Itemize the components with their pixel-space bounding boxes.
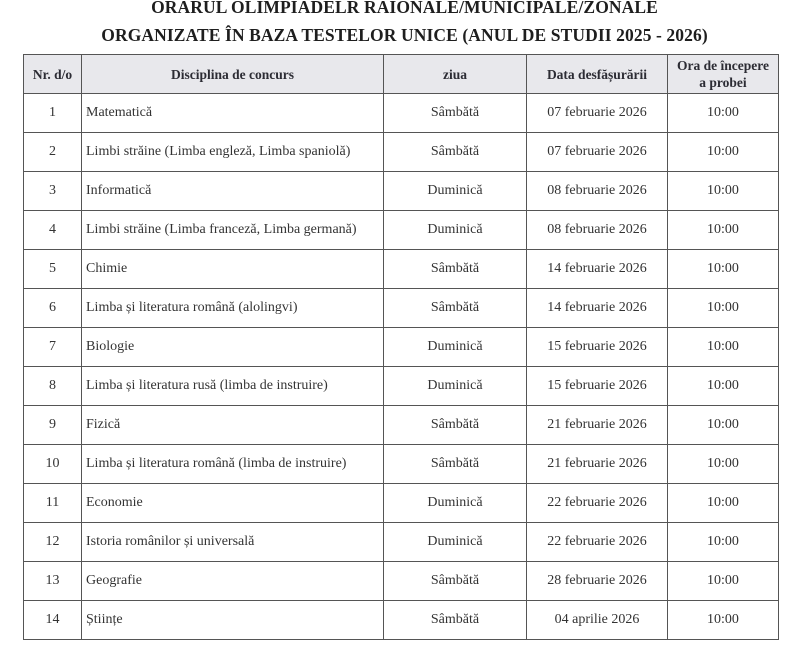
- table-row: [24, 133, 779, 172]
- row-data: 15 februarie 2026: [527, 367, 668, 406]
- table-row: [24, 172, 779, 211]
- row-nr: 1: [24, 94, 82, 133]
- document-title-line-1: ORARUL OLIMPIADELR RAIONALE/MUNICIPALE/ZONALE: [151, 0, 658, 17]
- row-ora: 10:00: [668, 367, 779, 406]
- table-row: [24, 328, 779, 367]
- row-data: 04 aprilie 2026: [527, 601, 668, 640]
- row-ziua: Sâmbătă: [384, 445, 527, 484]
- table-row: [24, 484, 779, 523]
- row-disciplina: Informatică: [82, 172, 384, 211]
- row-ziua: Duminică: [384, 328, 527, 367]
- row-data: 21 februarie 2026: [527, 406, 668, 445]
- header-ora-line-1: Ora de începere: [677, 58, 769, 73]
- row-nr: 7: [24, 328, 82, 367]
- row-nr: 13: [24, 562, 82, 601]
- row-ziua: Duminică: [384, 523, 527, 562]
- row-ora: 10:00: [668, 523, 779, 562]
- row-disciplina: Limba și literatura română (alolingvi): [82, 289, 384, 328]
- row-ora: 10:00: [668, 328, 779, 367]
- row-ora: 10:00: [668, 211, 779, 250]
- row-ziua: Sâmbătă: [384, 289, 527, 328]
- row-ziua: Sâmbătă: [384, 601, 527, 640]
- row-ora: 10:00: [668, 562, 779, 601]
- row-data: 22 februarie 2026: [527, 484, 668, 523]
- table-row: [24, 562, 779, 601]
- table-row: [24, 367, 779, 406]
- header-ora-line-2: a probei: [699, 75, 747, 90]
- row-disciplina: Limba și literatura română (limba de instruire): [82, 445, 384, 484]
- row-disciplina: Fizică: [82, 406, 384, 445]
- row-ora: 10:00: [668, 445, 779, 484]
- row-ziua: Sâmbătă: [384, 406, 527, 445]
- row-nr: 3: [24, 172, 82, 211]
- row-ziua: Sâmbătă: [384, 133, 527, 172]
- header-ora: [668, 55, 779, 94]
- row-ziua: Duminică: [384, 484, 527, 523]
- row-data: 07 februarie 2026: [527, 133, 668, 172]
- schedule-table: [23, 54, 779, 640]
- table-row: [24, 211, 779, 250]
- row-nr: 10: [24, 445, 82, 484]
- table-row: [24, 289, 779, 328]
- row-data: 08 februarie 2026: [527, 172, 668, 211]
- row-disciplina: Limbi străine (Limba engleză, Limba spaniolă): [82, 133, 384, 172]
- row-disciplina: Chimie: [82, 250, 384, 289]
- row-disciplina: Geografie: [82, 562, 384, 601]
- row-disciplina: Matematică: [82, 94, 384, 133]
- row-disciplina: Științe: [82, 601, 384, 640]
- row-nr: 5: [24, 250, 82, 289]
- row-ora: 10:00: [668, 484, 779, 523]
- row-nr: 4: [24, 211, 82, 250]
- header-nr: Nr. d/o: [24, 55, 82, 94]
- row-nr: 6: [24, 289, 82, 328]
- row-data: 28 februarie 2026: [527, 562, 668, 601]
- row-ora: 10:00: [668, 289, 779, 328]
- row-ora: 10:00: [668, 172, 779, 211]
- row-ziua: Sâmbătă: [384, 250, 527, 289]
- row-nr: 2: [24, 133, 82, 172]
- row-ora: 10:00: [668, 133, 779, 172]
- row-nr: 11: [24, 484, 82, 523]
- row-nr: 9: [24, 406, 82, 445]
- table-row: [24, 94, 779, 133]
- row-disciplina: Biologie: [82, 328, 384, 367]
- table-row: [24, 445, 779, 484]
- row-nr: 12: [24, 523, 82, 562]
- row-data: 15 februarie 2026: [527, 328, 668, 367]
- table-header-row: [24, 55, 779, 94]
- row-data: 14 februarie 2026: [527, 250, 668, 289]
- header-data: Data desfășurării: [527, 55, 668, 94]
- row-ora: 10:00: [668, 406, 779, 445]
- row-ora: 10:00: [668, 250, 779, 289]
- header-disciplina: Disciplina de concurs: [82, 55, 384, 94]
- row-data: 21 februarie 2026: [527, 445, 668, 484]
- table-row: [24, 250, 779, 289]
- row-disciplina: Istoria românilor și universală: [82, 523, 384, 562]
- row-ziua: Sâmbătă: [384, 562, 527, 601]
- row-data: 07 februarie 2026: [527, 94, 668, 133]
- row-disciplina: Limbi străine (Limba franceză, Limba germană): [82, 211, 384, 250]
- table-row: [24, 523, 779, 562]
- row-disciplina: Limba și literatura rusă (limba de instruire): [82, 367, 384, 406]
- row-disciplina: Economie: [82, 484, 384, 523]
- row-ziua: Sâmbătă: [384, 94, 527, 133]
- row-ora: 10:00: [668, 94, 779, 133]
- row-ziua: Duminică: [384, 367, 527, 406]
- row-nr: 14: [24, 601, 82, 640]
- table-row: [24, 601, 779, 640]
- row-data: 14 februarie 2026: [527, 289, 668, 328]
- row-ziua: Duminică: [384, 172, 527, 211]
- table-row: [24, 406, 779, 445]
- row-ziua: Duminică: [384, 211, 527, 250]
- header-ziua: ziua: [384, 55, 527, 94]
- row-data: 08 februarie 2026: [527, 211, 668, 250]
- row-nr: 8: [24, 367, 82, 406]
- row-ora: 10:00: [668, 601, 779, 640]
- row-data: 22 februarie 2026: [527, 523, 668, 562]
- document-title-line-2: ORGANIZATE ÎN BAZA TESTELOR UNICE (ANUL DE STUDII 2025 - 2026): [101, 25, 708, 45]
